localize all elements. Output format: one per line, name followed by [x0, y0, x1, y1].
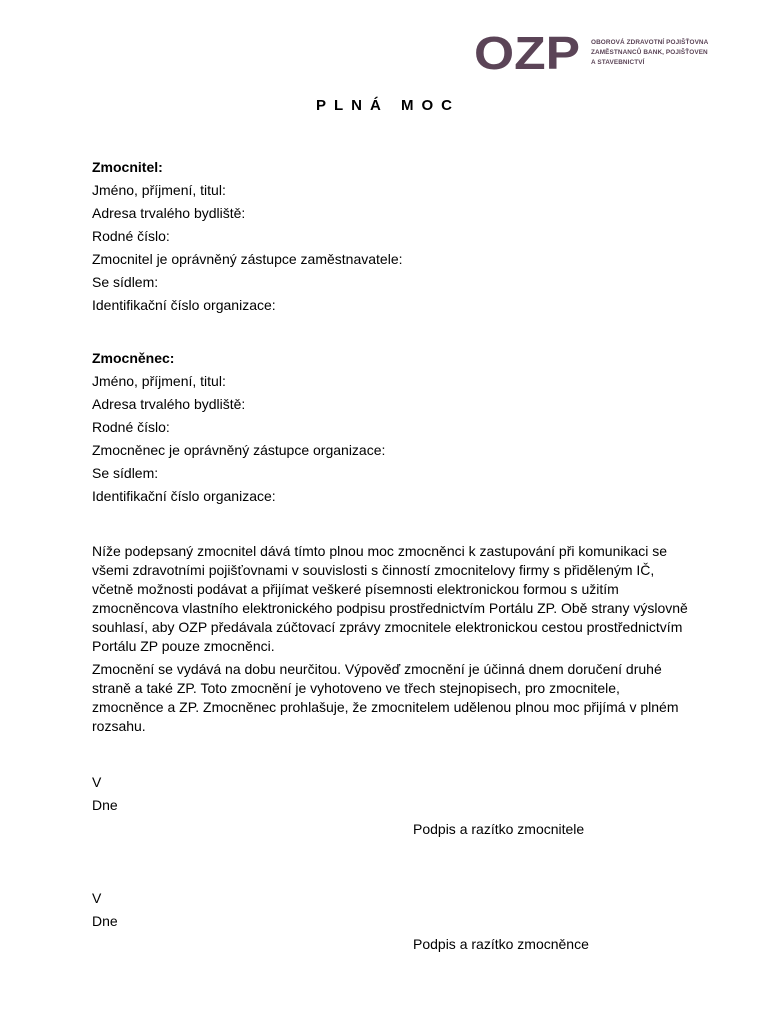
agent-field-birth-number: Rodné číslo:	[92, 419, 170, 435]
ozp-logo-mark-icon	[474, 34, 582, 72]
agent-field-name: Jméno, příjmení, titul:	[92, 373, 226, 389]
principal-field-company-id: Identifikační číslo organizace:	[92, 297, 276, 313]
agent-place-label: V	[92, 890, 102, 906]
agent-field-address: Adresa trvalého bydliště:	[92, 396, 246, 412]
agent-date-label: Dne	[92, 913, 118, 929]
agent-field-company-id: Identifikační číslo organizace:	[92, 488, 276, 504]
principal-field-address: Adresa trvalého bydliště:	[92, 205, 246, 221]
validity-paragraph: Zmocnění se vydává na dobu neurčitou. Výpověď zmocnění je účinná dnem doručení druhé straně a také ZP. Toto zmocnění je vyhotoveno ve třech stejnopisech, pro zmocnitele, zmocněnce a ZP. Zmocněnec prohlašuje, že zmocnitelem udělenou plnou moc přijímá v plném rozsahu.	[92, 661, 679, 734]
logo-line: OBOROVÁ ZDRAVOTNÍ POJIŠŤOVNA	[591, 39, 709, 46]
principal-field-birth-number: Rodné číslo:	[92, 228, 170, 244]
principal-field-seat: Se sídlem:	[92, 274, 159, 290]
principal-signature-label: Podpis a razítko zmocnitele	[413, 821, 585, 837]
logo-line: ZAMĚSTNANCŮ BANK, POJIŠŤOVEN	[591, 49, 708, 56]
principal-date-label: Dne	[92, 797, 118, 813]
agent-field-representative: Zmocněnec je oprávněný zástupce organizace:	[92, 442, 386, 458]
document-title: PLNÁ MOC	[316, 97, 460, 114]
principal-section	[92, 156, 403, 317]
principal-field-name: Jméno, příjmení, titul:	[92, 182, 226, 198]
principal-place-label: V	[92, 774, 102, 790]
agent-signature-label: Podpis a razítko zmocněnce	[413, 936, 589, 952]
agent-field-seat: Se sídlem:	[92, 465, 159, 481]
principal-field-representative: Zmocnitel je oprávněný zástupce zaměstnavatele:	[92, 251, 403, 267]
svg-text:OZP: OZP	[474, 34, 580, 72]
agent-heading: Zmocněnec:	[92, 350, 175, 366]
principal-heading: Zmocnitel:	[92, 159, 163, 175]
agent-section	[92, 347, 385, 508]
logo-line: A STAVEBNICTVÍ	[591, 59, 645, 66]
ozp-logo-text	[591, 38, 708, 68]
authorization-paragraph: Níže podepsaný zmocnitel dává tímto plnou moc zmocněnci k zastupování při komunikaci se všemi zdravotními pojišťovnami v souvislosti s činností zmocnitelovy firmy s přiděleným IČ, včetně možnosti podávat a přijímat veškeré písemnosti elektronickou formou s užitím zmocněncova vlastního elektronického podpisu prostřednictvím Portálu ZP. Obě strany výslovně souhlasí, aby OZP předávala zúčtovací zprávy zmocnitele elektronickou cestou prostřednictvím Portálu ZP pouze zmocněnci.	[92, 543, 688, 654]
ozp-logo	[474, 34, 724, 74]
